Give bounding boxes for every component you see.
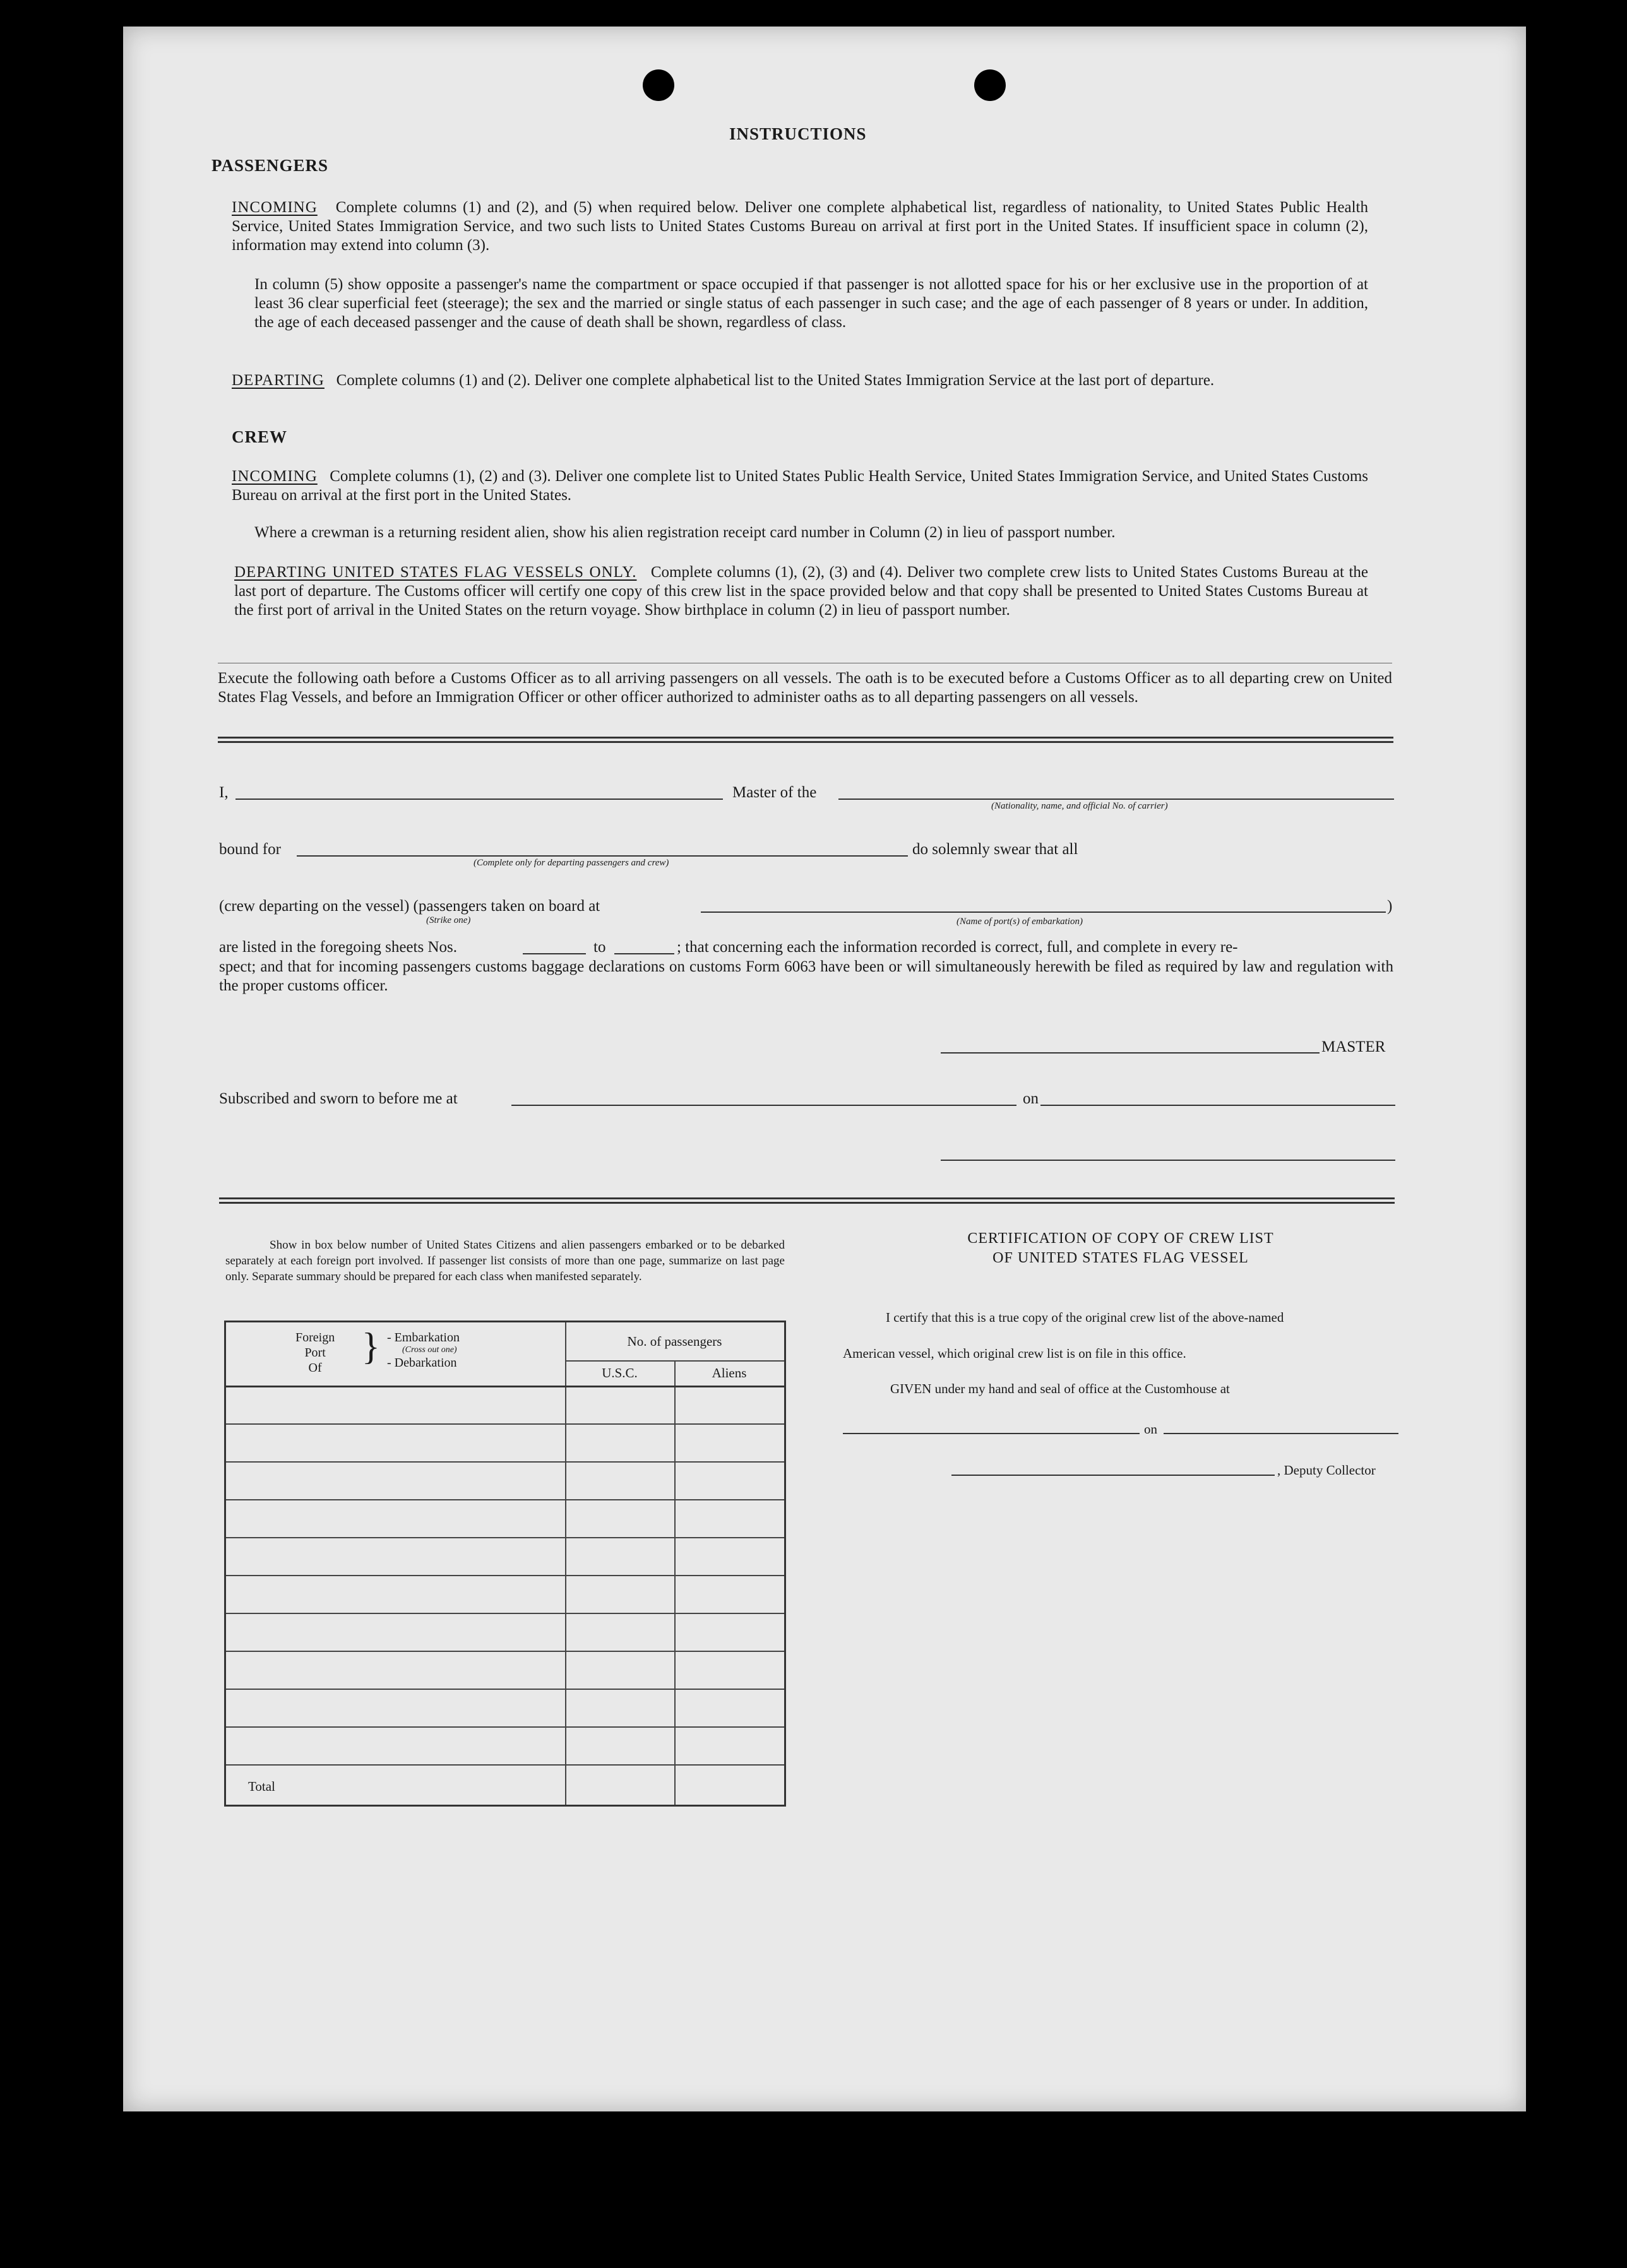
table-row <box>226 1499 784 1500</box>
table-row <box>226 1461 784 1463</box>
officer-signature-field[interactable] <box>941 1160 1395 1161</box>
sheet-from-field[interactable] <box>523 953 586 954</box>
table-header-divider <box>565 1360 784 1362</box>
no-of-passengers-header: No. of passengers <box>627 1334 722 1349</box>
passengers-incoming-label: INCOMING <box>232 199 318 216</box>
table-col-divider <box>674 1360 676 1805</box>
name-port-caption: (Name of port(s) of embarkation) <box>957 917 1083 927</box>
certification-date-field[interactable] <box>1164 1433 1398 1434</box>
master-of-the-label: Master of the <box>732 784 817 801</box>
table-col-divider <box>565 1322 566 1805</box>
double-divider <box>218 737 1393 743</box>
master-signature-field[interactable] <box>941 1052 1320 1054</box>
usc-header: U.S.C. <box>602 1365 638 1380</box>
passengers-incoming-text: Complete columns (1) and (2), and (5) when required below. Deliver one complete alphabetical list, regardless of nationality, to United States Public Health Service, United States Immigration Service, and two such lists to United States Customs Bureau on arrival at first port in the United States. If insufficient space in column (2), information may extend into column (3). <box>232 199 1368 254</box>
master-label: MASTER <box>1321 1038 1386 1055</box>
master-name-field[interactable] <box>235 799 723 800</box>
embark-debark-label: - Embarkation (Cross out one) - Debarkation <box>387 1331 460 1370</box>
table-row <box>226 1764 784 1766</box>
punch-hole <box>643 69 674 101</box>
passenger-summary-table <box>224 1321 786 1807</box>
close-paren: ) <box>1387 898 1393 915</box>
foreign-port-label: Foreign Port Of <box>295 1331 335 1375</box>
punch-hole <box>974 69 1006 101</box>
crew-departing-label: (crew departing on the vessel) (passengers taken on board at <box>219 898 600 915</box>
bound-for-field[interactable] <box>297 855 908 857</box>
table-header-bottom <box>226 1386 784 1387</box>
table-row <box>226 1537 784 1538</box>
crew-incoming-text: Complete columns (1), (2) and (3). Deliver one complete list to United States Public Health Service, United States Immigration Service, and United States Customs Bureau on arrival at the first port in the United States. <box>232 468 1368 504</box>
summary-instructions: Show in box below number of United States Citizens and alien passengers embarked or to be debarked separately at each foreign port involved. If passenger list consists of more than one page, summarize on last page only. Separate summary should be prepared for each class when manifested separately. <box>225 1238 785 1283</box>
crew-incoming-paragraph <box>232 467 1368 505</box>
deputy-collector-signature-field[interactable] <box>951 1475 1275 1476</box>
bound-for-label: bound for <box>219 841 281 858</box>
passengers-departing-label: DEPARTING <box>232 372 325 389</box>
crew-resident-paragraph: Where a crewman is a returning resident alien, show his alien registration receipt card number in Column (2) in lieu of passport number. <box>254 524 1116 541</box>
crew-incoming-label: INCOMING <box>232 468 318 485</box>
listed-text: are listed in the foregoing sheets Nos. <box>219 939 457 956</box>
oath-i-label: I, <box>219 784 229 801</box>
total-label: Total <box>248 1779 275 1794</box>
passengers-departing-text: Complete columns (1) and (2). Deliver one complete alphabetical list to the United States Immigration Service at the last port of departure. <box>336 372 1215 389</box>
certification-on-label: on <box>1144 1422 1157 1437</box>
crew-departing-paragraph <box>234 563 1368 620</box>
table-row <box>226 1575 784 1576</box>
passengers-incoming-paragraph <box>232 198 1368 255</box>
to-label: to <box>593 939 606 956</box>
deputy-collector-label: , Deputy Collector <box>1277 1463 1376 1478</box>
certification-text-2: American vessel, which original crew list is on file in this office. <box>843 1346 1186 1361</box>
crew-departing-label: DEPARTING UNITED STATES FLAG VESSELS ONLY. <box>234 564 637 581</box>
brace-glyph: } <box>362 1326 380 1367</box>
complete-only-caption: (Complete only for departing passengers and crew) <box>474 858 669 868</box>
sworn-place-field[interactable] <box>511 1105 1016 1106</box>
passengers-heading: PASSENGERS <box>212 156 329 175</box>
instructions-title: INSTRUCTIONS <box>729 124 867 143</box>
listed-text-2: ; that concerning each the information recorded is correct, full, and complete in every re- <box>677 939 1238 956</box>
double-divider-2 <box>219 1197 1395 1204</box>
column5-paragraph: In column (5) show opposite a passenger's name the compartment or space occupied if that passenger is not allotted space for his or her exclusive use in the proportion of at least 36 clear superficial feet (steerage); the sex and the married or single status of each passenger in such case; and the age of each passenger of 8 years or under. In addition, the age of each deceased passenger and the cause of death shall be shown, regardless of class. <box>254 276 1368 331</box>
passengers-departing-paragraph <box>232 371 1368 390</box>
vessel-name-field[interactable] <box>838 799 1394 800</box>
table-row <box>226 1726 784 1728</box>
nationality-caption: (Nationality, name, and official No. of carrier) <box>991 801 1168 811</box>
certification-title-line1: CERTIFICATION OF COPY OF CREW LIST <box>967 1230 1274 1247</box>
document-page <box>123 27 1526 2111</box>
certification-title <box>843 1229 1398 1268</box>
sworn-date-field[interactable] <box>1040 1105 1395 1106</box>
on-label: on <box>1023 1090 1039 1107</box>
certification-text-1: I certify that this is a true copy of the original crew list of the above-named <box>886 1310 1284 1325</box>
table-row <box>226 1689 784 1690</box>
table-row <box>226 1613 784 1614</box>
do-solemnly-label: do solemnly swear that all <box>912 841 1078 858</box>
certification-text-3: GIVEN under my hand and seal of office at the Customhouse at <box>890 1381 1230 1396</box>
crew-departing-text: Complete columns (1), (2), (3) and (4). Deliver two complete crew lists to United States Customs Bureau at the last port of departure. The Customs officer will certify one copy of this crew list in the space provided below and that copy shall be presented to United States Customs Bureau at the first port of arrival in the United States on the return voyage. Show birthplace in column (2) in lieu of passport number. <box>234 564 1369 619</box>
table-row <box>226 1651 784 1652</box>
table-row <box>226 1423 784 1425</box>
subscribed-label: Subscribed and sworn to before me at <box>219 1090 458 1107</box>
oath-intro: Execute the following oath before a Customs Officer as to all arriving passengers on all vessels. The oath is to be executed before a Customs Officer as to all departing crew on United States Flag Vessels, and before an Immigration Officer or other officer authorized to administer oaths as to all departing passengers on all vessels. <box>218 670 1392 706</box>
aliens-header: Aliens <box>712 1365 747 1380</box>
certification-title-line2: OF UNITED STATES FLAG VESSEL <box>992 1250 1249 1266</box>
customhouse-field[interactable] <box>843 1433 1140 1434</box>
crew-heading: CREW <box>232 427 288 446</box>
sheet-to-field[interactable] <box>614 953 674 954</box>
strike-one-caption: (Strike one) <box>426 915 471 925</box>
embarkation-port-field[interactable] <box>701 911 1386 913</box>
listed-text-3: spect; and that for incoming passengers customs baggage declarations on customs Form 6063 have been or will simultaneously herewith be filed as required by law and regulation with the proper customs officer. <box>219 958 1393 994</box>
